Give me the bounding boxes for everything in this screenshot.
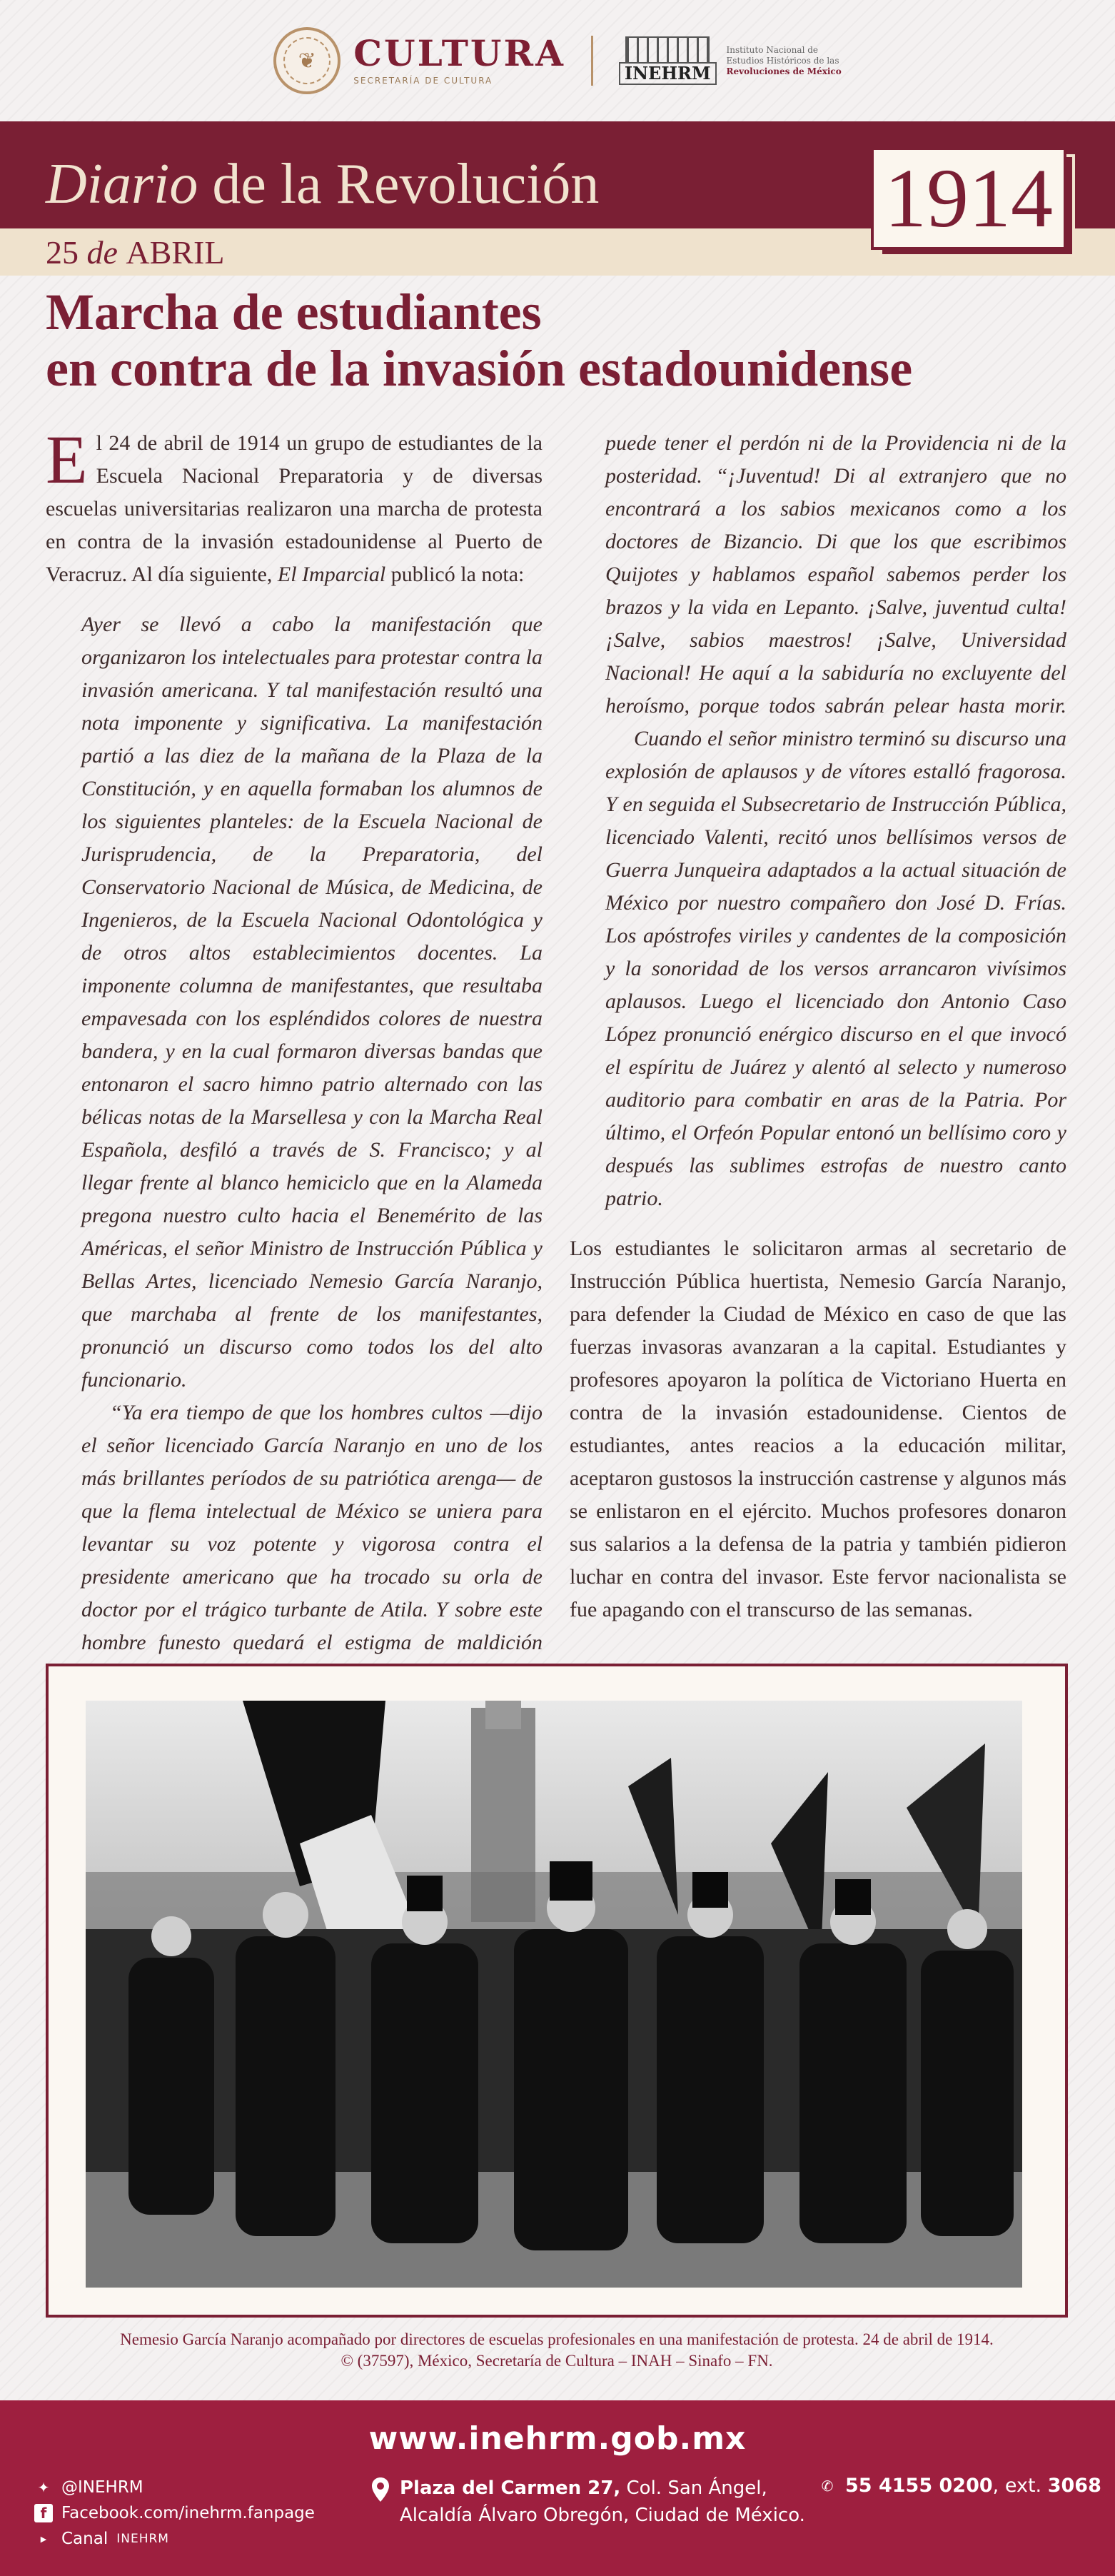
photo-caption [46, 2329, 1068, 2372]
logo-divider [591, 36, 593, 86]
inehrm-line3: Revoluciones de México [726, 66, 842, 76]
article-column-left [46, 421, 543, 1692]
headline [46, 284, 1045, 397]
quote-paragraph-1: Ayer se llevó a cabo la manifestación que organizaron los intelectuales para protestar contra la invasión americana. Y tal manifestación resultó una nota imponente y significativa. La manifestación partió a las diez de la mañana de la Plaza de la Constitución, y en aquella formaban los alumnos de los siguientes planteles: de la Escuela Nacional de Jurisprudencia, de la Preparatoria, del Conservatorio Nacional de Música, de Medicina, de Ingenieros, de la Escuela Nacional Odontológica y de otros altos establecimientos docentes. La imponente columna de manifestantes, que resultaba empavesada con los espléndidos colores de nuestra bandera, y en la cual formaron diversas bandas que entonaron el sacro himno patrio alternado con las bélicas notas de la Marsellesa y con la Marcha Real Española, desfiló a través de S. Francisco; y al llegar frente al blanco hemiciclo que en la Alameda pregona nuestro culto hacia el Benemérito de las Américas, el señor Ministro de Instrucción Pública y Bellas Artes, licenciado Nemesio García Naranjo, que marchaba al frente de los manifestantes, pronunció un discurso como todos los del alto funcionario. [81, 613, 543, 1392]
banner-title [46, 153, 600, 216]
youtube-name: INEHRM [116, 2532, 169, 2546]
address-city: Alcaldía Álvaro Obregón, Ciudad de México. [400, 2505, 805, 2526]
year-label: 1914 [884, 151, 1053, 245]
drop-cap: E [46, 421, 88, 498]
twitter-icon: ✦ [37, 2479, 50, 2496]
quote-paragraph-3: Cuando el señor ministro terminó su discurso una explosión de aplausos y de vítores estalló fragorosa. Y en seguida el Subsecretario de Instrucción Pública, licenciado Valenti, recitó unos bellísimos versos de Guerra Junqueira adaptados a la actual situación de México por nuestro compañero don José D. Frías. Los apóstrofes viriles y candentes de la composición y la sonoridad de los versos arrancaron vivísimos aplausos. Luego el licenciado don Antonio Caso López pronunció enérgico discurso en el que invocó el espíritu de Juárez y alentó al selecto y numeroso auditorio para combatir en aras de la Patria. Por último, el Orfeón Popular entonó un bellísimo coro y después las sublimes estrofas de nuestro canto patrio. [605, 727, 1066, 1210]
twitter-link[interactable] [34, 2475, 315, 2500]
footer [0, 2400, 1115, 2576]
address-colony: Col. San Ángel, [620, 2477, 767, 2499]
inehrm-line1: Instituto Nacional de [726, 44, 819, 55]
building-icon [625, 36, 710, 62]
date-day: 25 [46, 234, 79, 271]
caption-text: Nemesio García Naranjo acompañado por directores de escuelas profesionales en una manifestación de protesta. 24 de abril de 1914. [120, 2330, 994, 2348]
quote-paragraph-2-continued: puede tener el perdón ni de la Providencia ni de la posteridad. “¡Juventud! Di al extranjero que no encontrará a los sabios mexicanos como a los doctores de Bizancio. Di que los que escribimos Quijotes y hablamos español sabemos perder los brazos y la vida en Lepanto. ¡Salve, juventud culta! ¡Salve, sabios maestros! ¡Salve, Universidad Nacional! He aquí a la sabiduría no excluyente del heroísmo, porque todos sabrán pelear hasta morir. [605, 431, 1066, 718]
cultura-logo [273, 27, 565, 94]
quote-paragraph-2: “Ya era tiempo de que los hombres cultos —dijo el señor licenciado García Naranjo en uno de los más brillantes períodos de su patriótica arenga— de que la flema intelectual de México se uniera para levantar su voz potente y vigorosa contra el presidente americano que ha trocado su orla de doctor por el trágico turbante de Atila. Y sobre este hombre funesto quedará el estigma de maldición [81, 1401, 543, 1654]
date-label [46, 235, 224, 271]
intro-paragraph [46, 421, 543, 591]
inehrm-line2: Estudios Históricos de las [726, 55, 839, 66]
location-pin-icon [371, 2477, 390, 2502]
phone-ext: 3068 [1047, 2475, 1101, 2497]
inehrm-logo [619, 36, 842, 85]
cultura-subtitle: SECRETARÍA DE CULTURA [353, 76, 493, 86]
phone-number: 55 4155 0200 [845, 2475, 993, 2497]
photo-credit: © (37597), México, Secretaría de Cultura – INAH – Sinafo – FN. [340, 2352, 773, 2370]
phone-block [818, 2475, 1101, 2497]
phone-icon: ✆ [821, 2477, 834, 2495]
facebook-url: Facebook.com/inehrm.fanpage [61, 2504, 315, 2522]
historical-photo [86, 1701, 1022, 2288]
intro-newspaper: El Imparcial [277, 563, 386, 586]
twitter-handle: @INEHRM [61, 2478, 143, 2497]
header-logos [0, 0, 1115, 121]
banner-title-italic: Diario [46, 153, 198, 216]
date-de: de [79, 234, 126, 271]
phone-ext-label: , ext. [992, 2475, 1048, 2497]
facebook-icon: f [34, 2504, 53, 2522]
headline-line1: Marcha de estudiantes [46, 283, 542, 341]
headline-line2: en contra de la invasión estadounidense [46, 340, 913, 398]
date-month: ABRIL [126, 234, 225, 271]
youtube-icon: ▶ [40, 2534, 47, 2544]
photo-illustration [86, 1701, 1022, 2288]
coat-of-arms-icon: ❦ [273, 27, 340, 94]
inehrm-name: INEHRM [619, 62, 717, 85]
facebook-link[interactable] [34, 2500, 315, 2526]
intro-text: l 24 de abril de 1914 un grupo de estudiantes de la Escuela Nacional Preparatoria y de diversas escuelas universitarias realizaron una marcha de protesta en contra de la invasión estadounidense al Puerto de Veracruz. Al día siguiente, [46, 431, 543, 586]
youtube-link[interactable] [34, 2526, 315, 2552]
intro-end: publicó la nota: [385, 563, 525, 586]
year-box [871, 147, 1066, 250]
youtube-label: Canal [61, 2530, 109, 2548]
banner-title-rest: de la Revolución [198, 153, 600, 216]
article-column-right [570, 427, 1066, 1626]
cultura-title: CULTURA [353, 32, 565, 74]
address-block [371, 2475, 805, 2529]
closing-paragraph: Los estudiantes le solicitaron armas al secretario de Instrucción Pública huertista, Nemesio García Naranjo, para defender la Ciudad de México en caso de que las fuerzas invasoras avanzaran a la capital. Estudiantes y profesores apoyaron la política de Victoriano Huerta en contra de la invasión estadounidense. Cientos de estudiantes, antes reacios a la educación militar, aceptaron gustosos la instrucción castrense y algunos más se enlistaron en el ejército. Muchos profesores donaron sus salarios a la defensa de la patria y también pidieron luchar en contra del invasor. Este fervor nacionalista se fue apagando con el transcurso de las semanas. [570, 1237, 1066, 1621]
address-street: Plaza del Carmen 27, [400, 2477, 621, 2499]
social-links [34, 2475, 315, 2552]
website-link[interactable]: www.inehrm.gob.mx [368, 2420, 747, 2457]
